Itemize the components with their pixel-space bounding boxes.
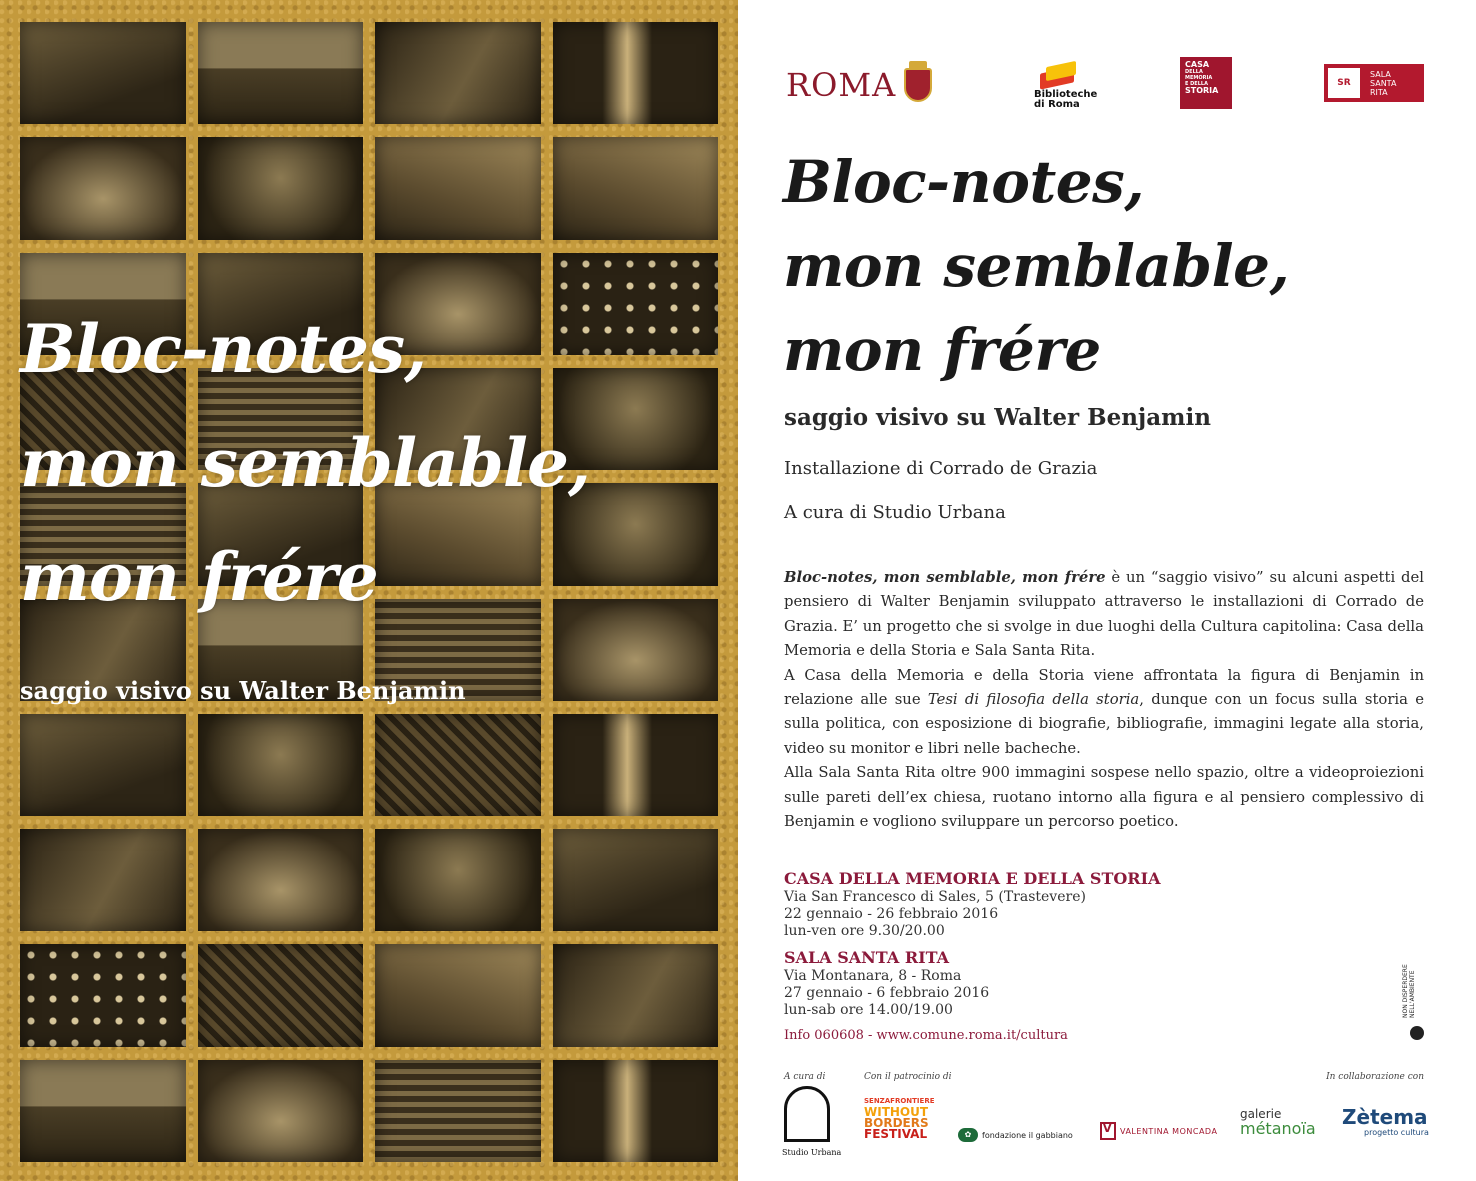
moncada-label: VALENTINA MONCADA (1120, 1126, 1218, 1136)
info-panel (738, 0, 1476, 1181)
exhibition-title (783, 140, 1289, 392)
casa-logo-text: CASA (1185, 60, 1210, 69)
zetema-sub-label: progetto cultura (1364, 1128, 1429, 1137)
title-line: mon frére (783, 316, 1101, 384)
wb-text: SENZAFRONTIERE (864, 1097, 935, 1105)
label-cura: A cura di (784, 1072, 826, 1082)
photo-tile (20, 1060, 186, 1162)
photo-tile (375, 1060, 541, 1162)
poster-title-line: mon semblable, (20, 424, 590, 502)
gabbiano-label: fondazione il gabbiano (982, 1130, 1073, 1140)
paragraph (784, 664, 1424, 762)
photo-tile (20, 137, 186, 239)
venue-list (784, 869, 1284, 1044)
photo-tile (375, 22, 541, 124)
photo-tile (375, 137, 541, 239)
gabbiano-logo (958, 1128, 1073, 1142)
paragraph-lead: Bloc-notes, mon semblable, mon frére (784, 569, 1106, 586)
photo-tile (20, 829, 186, 931)
venue-name: CASA DELLA MEMORIA E DELLA STORIA (784, 869, 1161, 888)
galerie-label: galerie (1240, 1107, 1282, 1121)
venue-dates: 27 gennaio - 6 febbraio 2016 (784, 985, 990, 1001)
metanoia-label: métanoïa (1240, 1119, 1316, 1138)
recycle-note-text: NON DISPERDERE NELL'AMBIENTE (1402, 964, 1416, 1018)
sala-logo-text: SANTA (1370, 78, 1397, 88)
recycle-note (1402, 938, 1432, 1048)
photo-tile (20, 22, 186, 124)
photo-tile (375, 944, 541, 1046)
paragraph-text: è un “saggio visivo” su alcuni aspetti del pensiero di Walter Benjamin sviluppato attraverso le installazioni di Corrado de Grazia. E’ un progetto che si svolge in due luoghi della Cultura capitolina: Casa della Memoria e della Storia e Sala Santa Rita. (784, 569, 1424, 660)
installation-credit: Installazione di Corrado de Grazia (784, 458, 1098, 479)
photo-tile (553, 22, 719, 124)
photo-tile (198, 22, 364, 124)
studio-urbana-label: Studio Urbana (782, 1148, 842, 1157)
biblioteche-label: Biblioteche (1034, 89, 1098, 100)
description-text (784, 566, 1424, 834)
venue-address: Via Montanara, 8 - Roma (784, 968, 962, 984)
zetema-label: Zètema (1342, 1105, 1428, 1129)
poster-title-line: mon frére (20, 538, 378, 616)
roma-logo (786, 66, 932, 104)
photo-tile (553, 1060, 719, 1162)
biblioteche-label: di Roma (1034, 99, 1080, 110)
photo-tile (553, 137, 719, 239)
photo-tile (198, 829, 364, 931)
wb-text: BORDERS (864, 1116, 929, 1130)
photo-tile (553, 944, 719, 1046)
venue-name: SALA SANTA RITA (784, 948, 950, 967)
curator-credit: A cura di Studio Urbana (784, 502, 1006, 523)
photo-tile (375, 714, 541, 816)
sala-logo-text: RITA (1370, 87, 1388, 97)
sala-emblem-icon: SR (1328, 68, 1360, 98)
sponsor-logos-header (786, 56, 1426, 110)
footer-logos (782, 1086, 1429, 1166)
without-borders-logo (864, 1096, 935, 1146)
biblioteche-logo (1034, 64, 1098, 110)
casa-logo-text: DELLA (1185, 69, 1203, 75)
paragraph-text: , dunque con un focus sulla storia e sulla politica, con esposizione di biografie, bibliografie, immagini legate alla storia, video su monitor e libri nelle bacheche. (784, 691, 1424, 757)
moncada-logo (1100, 1122, 1217, 1140)
title-line: mon semblable, (783, 232, 1290, 300)
moncada-icon (1100, 1122, 1116, 1140)
photo-tile (198, 137, 364, 239)
photo-tile (20, 944, 186, 1046)
casa-logo-text: E DELLA (1185, 81, 1208, 87)
info-contact: Info 060608 - www.comune.roma.it/cultura (784, 1028, 1068, 1043)
poster-title (20, 292, 590, 634)
venue-hours: lun-sab ore 14.00/19.00 (784, 1002, 953, 1018)
photo-tile (198, 1060, 364, 1162)
sala-logo-text: SALA (1370, 69, 1391, 79)
casa-memoria-logo (1180, 57, 1232, 109)
paragraph (784, 566, 1424, 664)
paragraph-text: A Casa della Memoria e della Storia viene affrontata la figura di Benjamin in relazione alle sue (784, 666, 1424, 709)
poster-subtitle: saggio visivo su Walter Benjamin (20, 676, 466, 705)
studio-urbana-arch-icon (784, 1086, 830, 1142)
photo-tile (553, 829, 719, 931)
paragraph-italic: Tesi di filosofia della storia (927, 691, 1140, 709)
galerie-metanoia-logo (1240, 1108, 1316, 1137)
zetema-logo (1342, 1106, 1429, 1137)
photo-tile (375, 829, 541, 931)
book-icon (1040, 64, 1080, 90)
gabbiano-icon: ✿ (958, 1128, 978, 1142)
roma-shield-icon (904, 68, 932, 102)
wb-text: WITHOUT (864, 1105, 929, 1119)
label-collaborazione: In collaborazione con (1326, 1072, 1424, 1082)
venue-dates: 22 gennaio - 26 febbraio 2016 (784, 906, 999, 922)
exhibition-subtitle: saggio visivo su Walter Benjamin (784, 404, 1211, 431)
title-line: Bloc-notes, (783, 148, 1145, 216)
venue-hours: lun-ven ore 9.30/20.00 (784, 923, 945, 939)
wb-text: FESTIVAL (864, 1127, 928, 1141)
label-patrocinio: Con il patrocinio di (864, 1072, 952, 1082)
sala-santa-rita-logo (1324, 64, 1424, 102)
poster-title-line: Bloc-notes, (20, 310, 427, 388)
photo-tile (20, 714, 186, 816)
paragraph: Alla Sala Santa Rita oltre 900 immagini sospese nello spazio, oltre a videoproiezioni sulle pareti dell’ex chiesa, ruotano intorno alla figura e al pensiero complessivo di Benjamin e vogliono sviluppare un percorso poetico. (784, 764, 1424, 831)
photo-tile (198, 714, 364, 816)
casa-logo-text: STORIA (1185, 86, 1219, 95)
casa-logo-text: MEMORIA (1185, 75, 1213, 81)
photo-tile (553, 714, 719, 816)
roma-wordmark: ROMA (786, 66, 897, 104)
venue-address: Via San Francesco di Sales, 5 (Trastevere) (784, 889, 1086, 905)
photo-tile (198, 944, 364, 1046)
recycle-icon (1410, 1026, 1424, 1040)
